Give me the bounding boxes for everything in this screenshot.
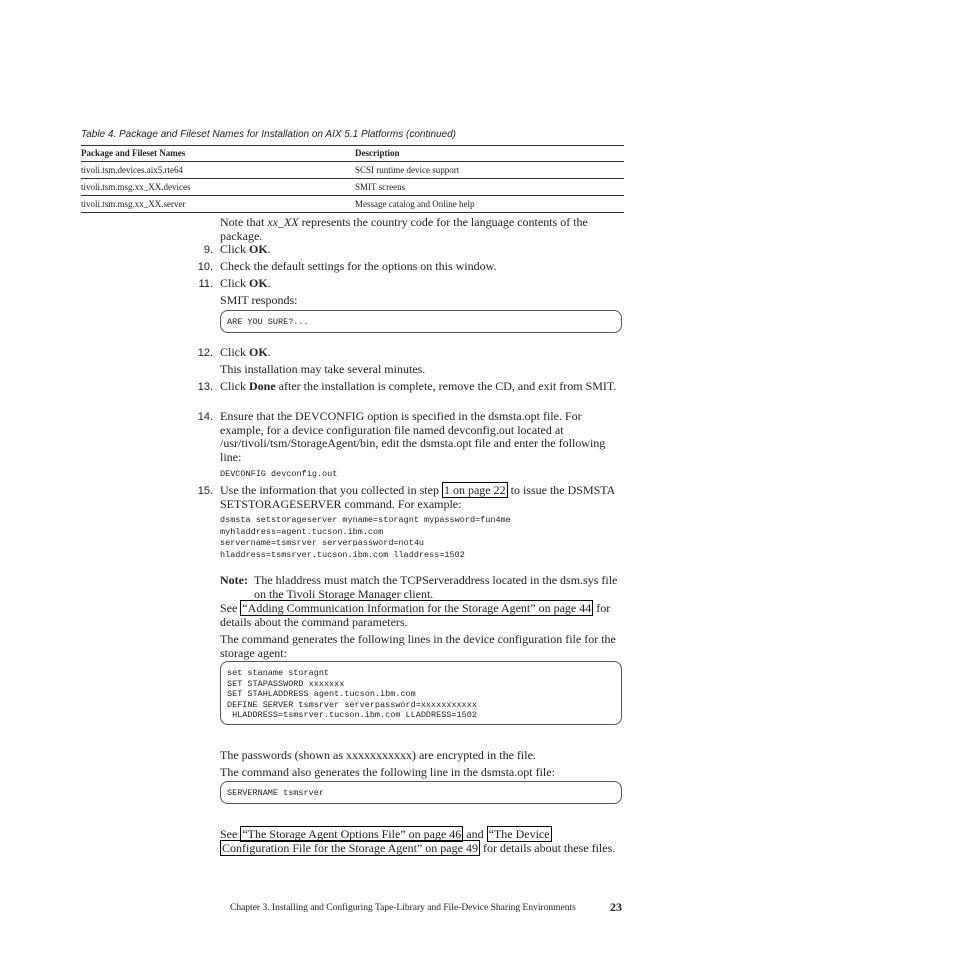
step-11-text: Click OK. [220, 276, 271, 290]
step-12-text: Click OK. [220, 345, 271, 359]
note-label: Note: [220, 573, 248, 587]
country-code-note: Note that xx_XX represents the country code for the language contents of the package. [220, 215, 588, 243]
table-cell: tivoli.tsm.msg.xx_XX.server [81, 196, 355, 213]
step-10-text: Check the default settings for the options on this window. [220, 259, 497, 273]
chapter-footer: Chapter 3. Installing and Configuring Tape-Library and File-Device Sharing Environments [230, 903, 576, 913]
column-header: Description [355, 146, 624, 162]
table-cell: tivoli.tsm.msg.xx_XX.devices [81, 179, 355, 196]
table-cell: Message catalog and Online help [355, 196, 624, 213]
note-text: The hladdress must match the TCPServeraddress located in the dsm.sys file on the Tivoli Storage Manager client. [254, 573, 618, 601]
also-generates-text: The command also generates the following line in the dsmsta.opt file: [220, 765, 555, 779]
device-config-file-link[interactable]: “The Device [488, 827, 550, 841]
generates-text: The command generates the following lines in the device configuration file for the storage agent: [220, 632, 616, 660]
step-9-text: Click OK. [220, 242, 271, 256]
page-number: 23 [610, 900, 622, 914]
install-duration-note: This installation may take several minutes. [220, 362, 426, 376]
hladdress-note [220, 574, 624, 601]
step-14-text: Ensure that the DEVCONFIG option is specified in the dsmsta.opt file. For example, for a device configuration file named devconfig.out located at /usr/tivoli/tsm/StorageAgent/bin, edit the dsmsta.opt file and enter the following line: [220, 409, 606, 464]
step-13-text: Click Done after the installation is complete, remove the CD, and exit from SMIT. [220, 379, 617, 393]
table-row [81, 162, 624, 179]
table-row [81, 179, 624, 196]
table-header-row [81, 146, 624, 162]
passwords-text: The passwords (shown as xxxxxxxxxxx) are encrypted in the file. [220, 748, 536, 762]
column-header: Package and Fileset Names [81, 146, 355, 162]
table-cell: SCSI runtime device support [355, 162, 624, 179]
table-row [81, 196, 624, 213]
step-number: 12. [197, 347, 213, 359]
table-caption: Table 4. Package and Fileset Names for Installation on AIX 5.1 Platforms (continued) [81, 129, 457, 140]
devconfig-block: set staname storagnt SET STAPASSWORD xxxxxxx SET STAHLADDRESS agent.tucson.ibm.com DEFINE SERVER tsmsrver serverpassword=xxxxxxxxxxx HLADDRESS=tsmsrver.tucson.ibm.com LLADDRESS=1502 [227, 668, 477, 720]
step-number: 9. [203, 244, 213, 256]
code-box [220, 661, 622, 725]
step-link[interactable]: 1 on page 22 [443, 483, 506, 497]
smit-responds-text: SMIT responds: [220, 293, 298, 307]
command-example: dsmsta setstorageserver myname=storagnt mypassword=fun4me myhladdress=agent.tucson.ibm.com servername=tsmsrver serverpassword=not4u hladdress=tsmsrver.tucson.ibm.com lladdress=1502 [220, 515, 511, 560]
step-number: 14. [197, 411, 213, 423]
see-adding-text: See “Adding Communication Information for the Storage Agent” on page 44 for details about the command parameters. [220, 601, 611, 629]
step-number: 13. [197, 381, 213, 393]
step-number: 10. [197, 261, 213, 273]
step-15-text: Use the information that you collected in step 1 on page 22 to issue the DSMSTA SETSTORAGESERVER command. For example: [220, 483, 615, 511]
code-box [220, 781, 622, 804]
options-file-link[interactable]: “The Storage Agent Options File” on page 46 [242, 827, 462, 841]
adding-communication-link[interactable]: “Adding Communication Information for the Storage Agent” on page 44 [242, 601, 592, 615]
code-box [220, 310, 622, 333]
devconfig-line: DEVCONFIG devconfig.out [220, 469, 338, 479]
see-files-text: See “The Storage Agent Options File” on page 46 and “The Device Configuration File for the Storage Agent” on page 49 for details about these files. [220, 827, 616, 855]
device-config-file-link[interactable]: Configuration File for the Storage Agent” on page 49 [222, 840, 478, 855]
table-cell: tivoli.tsm.devices.aix5.rte64 [81, 162, 355, 179]
servername-line: SERVERNAME tsmsrver [227, 788, 324, 798]
step-number: 15. [197, 485, 213, 497]
step-number: 11. [198, 278, 213, 290]
table-cell: SMIT screens [355, 179, 624, 196]
are-you-sure-text: ARE YOU SURE?... [227, 317, 309, 327]
package-table [81, 145, 624, 213]
